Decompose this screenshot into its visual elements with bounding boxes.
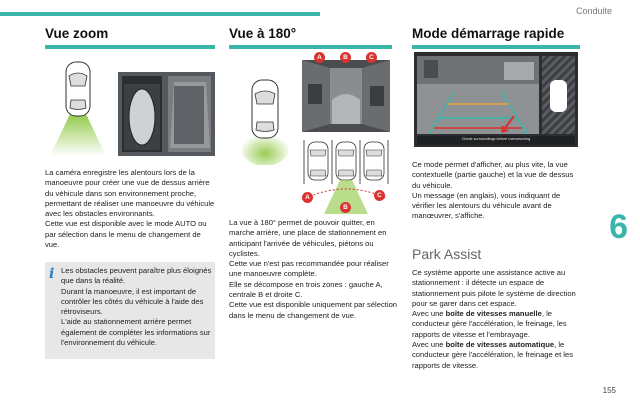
park-assist-paragraph [412, 309, 584, 340]
park-assist-paragraph [412, 340, 584, 371]
section-title: Conduite [575, 6, 612, 16]
180-car-illustration [242, 60, 288, 165]
info-line: Les obstacles peuvent paraître plus éloignés que dans la réalité. [61, 266, 212, 286]
automatic-gearbox-bold: boîte de vitesses automatique [445, 340, 555, 350]
text-fragment: Avec une [412, 340, 446, 350]
vue-zoom-description [45, 168, 217, 250]
zoom-car-illustration [48, 56, 108, 156]
zoom-camera-view [118, 72, 215, 156]
mode-demarrage-underline [412, 45, 580, 49]
vue-zoom-heading: Vue zoom [45, 26, 109, 41]
info-line: Durant la manoeuvre, il est important de contrôler les côtés du véhicule à l'aide des rétroviseurs. [61, 286, 204, 317]
marker-a-bottom [302, 192, 313, 203]
page-number: 155 [602, 386, 616, 395]
marker-label: A [317, 54, 322, 61]
manual-gearbox-bold: boîte de vitesses manuelle [445, 309, 542, 319]
marker-b-top [340, 52, 351, 63]
marker-label: B [343, 54, 348, 61]
park-assist-heading: Park Assist [412, 246, 482, 262]
marker-a-top [314, 52, 325, 63]
text-fragment: , le conducteur gère l'accélération, le freinage et les rapports de vitesse. [412, 340, 574, 370]
mode-demarrage-description [412, 160, 582, 222]
park-assist-paragraph: Ce système apporte une assistance active au stationnement : il détecte un espace de stationnement puis pilote le système de direction pour se garer dans cet espace. [412, 268, 576, 308]
mode-demarrage-paragraph: Ce mode permet d'afficher, au plus vite, la vue contextuelle (partie gauche) et la vue de dessus du véhicule. [412, 160, 574, 190]
text-fragment: Avec une [412, 309, 446, 319]
vue-180-paragraph: Elle se décompose en trois zones : gauche A, centrale B et droite C. [229, 279, 383, 300]
vue-zoom-paragraph: Cette vue est disponible avec le mode AUTO ou par sélection dans le menu de changement de vue. [45, 219, 207, 250]
info-box [45, 262, 215, 359]
marker-label: C [377, 192, 382, 199]
vue-180-paragraph: La vue à 180° permet de pouvoir quitter, en marche arrière, une place de stationnement en anticipant l'arrivée de véhicules, piétons ou cyclistes. [229, 218, 387, 258]
rear-camera-screen [414, 52, 578, 147]
mode-demarrage-heading: Mode démarrage rapide [412, 26, 565, 41]
vue-180-heading: Vue à 180° [229, 26, 297, 41]
vue-180-underline [229, 45, 392, 49]
vue-zoom-underline [45, 45, 215, 49]
info-box-text [61, 266, 213, 348]
marker-label: C [369, 54, 374, 61]
info-line: L'aide au stationnement arrière permet également de compléter les informations sur l'environnement du véhicule. [61, 317, 211, 348]
marker-label: B [343, 204, 348, 211]
vue-180-paragraph: Cette vue n'est pas recommandée pour réaliser une manoeuvre complète. [229, 259, 389, 279]
info-icon: i [49, 266, 55, 282]
180-camera-view [302, 60, 390, 132]
mode-demarrage-paragraph: Un message (en anglais), vous indiquant de vérifier les alentours du véhicule avant de manœuvrer, s'affiche. [412, 190, 561, 221]
marker-c-bottom [374, 190, 385, 201]
marker-c-top [366, 52, 377, 63]
vue-zoom-paragraph: La caméra enregistre les alentours lors de la manoeuvre pour créer une vue de dessus arrière du véhicule dans son environnement proche, permettant de réaliser une manoeuvre du véhicule avec les obstacles environnants. [45, 168, 215, 219]
marker-b-bottom [340, 202, 351, 213]
chapter-number: 6 [609, 208, 628, 246]
header-accent-line [0, 12, 320, 16]
text-fragment: , le conducteur gère l'accélération, le freinage, les rapports de vitesse et l'embrayage. [412, 309, 567, 339]
screen-warning-caption: Check surroundings before manoeuvring [461, 137, 531, 141]
vue-180-paragraph: Cette vue est disponible uniquement par sélection dans le menu de changement de vue. [229, 300, 398, 320]
marker-label: A [305, 194, 310, 201]
vue-180-description [229, 218, 397, 321]
park-assist-description [412, 268, 584, 371]
